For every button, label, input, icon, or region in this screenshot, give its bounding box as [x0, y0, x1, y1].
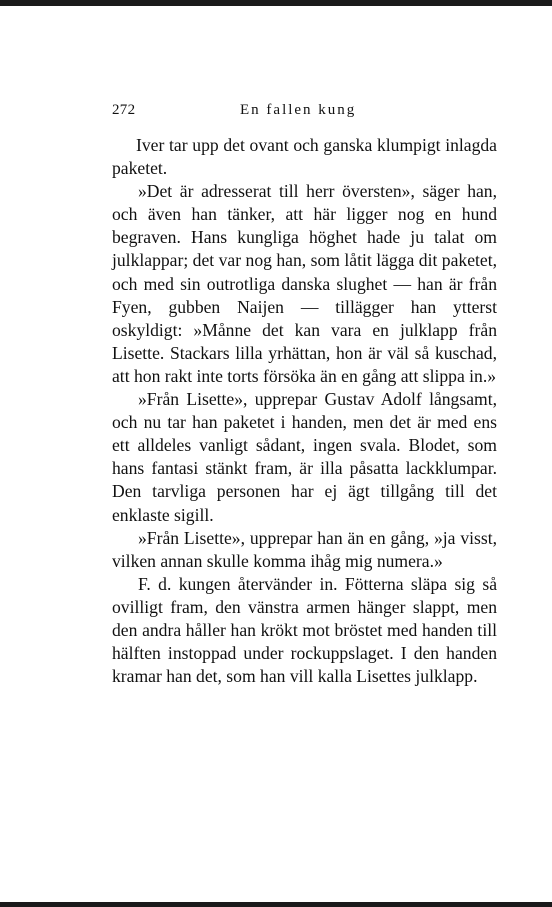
- paragraph: »Från Lisette», upprepar han än en gång, »ja visst, vilken annan skulle komma ihåg mig numera.»: [112, 527, 497, 571]
- page-header: [112, 102, 497, 122]
- paragraph: »Från Lisette», upprepar Gustav Adolf långsamt, och nu tar han paketet i handen, men det är med ens ett alldeles vanligt sådant, ingen svala. Blodet, som hans fantasi stänkt fram, är illa påsatta lackklumpar. Den tarvliga personen har ej ägt tillgång till det enklaste sigill.: [112, 389, 497, 525]
- body-text: [112, 134, 497, 688]
- paragraph: Iver tar upp det ovant och ganska klumpigt inlagda paketet.: [112, 135, 497, 179]
- top-border-rule: [0, 0, 552, 6]
- paragraph: F. d. kungen återvänder in. Fötterna släpa sig så ovilligt fram, den vänstra armen hänger slappt, men den andra håller han krökt mot bröstet med handen till hälften instoppad under rockuppslaget. I den handen kramar han det, som han vill kalla Lisettes julklapp.: [112, 573, 497, 687]
- paragraph: »Det är adresserat till herr översten», säger han, och även han tänker, att här ligger nog en hund begraven. Hans kungliga höghet hade ju talat om julklappar; det var nog han, som låtit lägga dit paketet, och med sin outrotliga danska slughet — han är från Fyen, gubben Naijen — tillägger han ytterst oskyldigt: »Månne det kan vara en julklapp från Lisette. Stackars lilla yrhättan, hon är väl så kuschad, att hon rakt inte torts försöka än en gång att slippa in.»: [112, 181, 497, 386]
- running-title: En fallen kung: [240, 102, 357, 118]
- bottom-border-rule: [0, 902, 552, 907]
- page-number: 272: [112, 102, 136, 118]
